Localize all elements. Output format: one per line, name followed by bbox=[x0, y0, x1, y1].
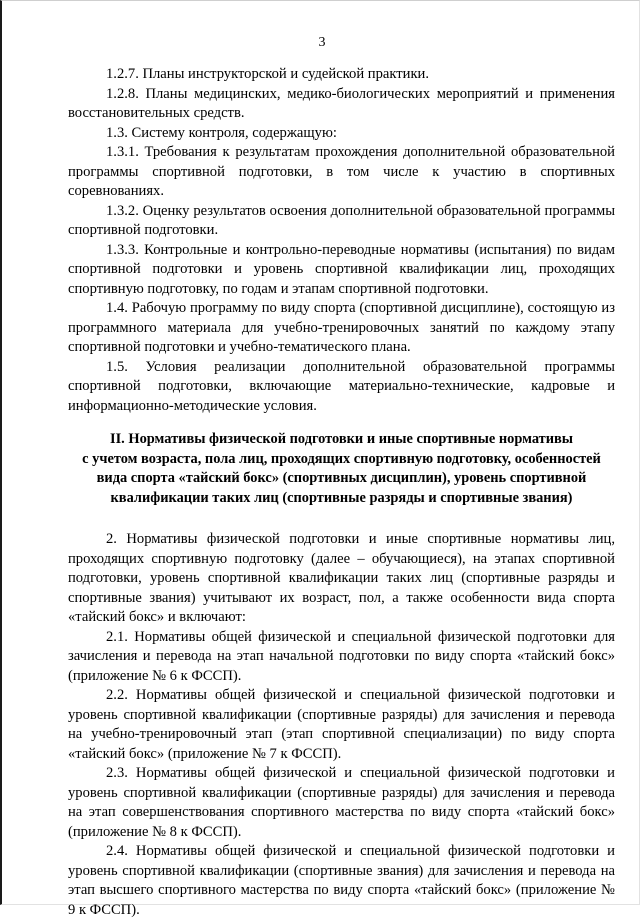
document-body bbox=[68, 65, 615, 920]
section-heading-line: II. Нормативы физической подготовки и иные спортивные нормативы bbox=[109, 431, 574, 447]
paragraph-2-1: 2.1. Нормативы общей физической и специальной физической подготовки для зачисления и перевода на этап начальной подготовки по виду спорта «тайский бокс» (приложение № 6 к ФССП). bbox=[68, 628, 615, 684]
paragraph-1-2-8: 1.2.8. Планы медицинских, медико-биологических мероприятий и применения восстановительных средств. bbox=[68, 85, 615, 121]
section-heading-line: квалификации таких лиц (спортивные разряды и спортивные звания) bbox=[110, 489, 573, 506]
section-heading-line: с учетом возраста, пола лиц, проходящих спортивную подготовку, особенностей bbox=[82, 450, 601, 467]
paragraph-1-5: 1.5. Условия реализации дополнительной образовательной программы спортивной подготовки, включающие материально-технические, кадровые и информационно-методические условия. bbox=[68, 358, 615, 414]
paragraph-1-2-7: 1.2.7. Планы инструкторской и судейской практики. bbox=[106, 66, 429, 82]
paragraph-1-3-3: 1.3.3. Контрольные и контрольно-переводные нормативы (испытания) по видам спортивной подготовки и уровень спортивной квалификации лиц, проходящих спортивную подготовку, по годам и этапам спортивной подготовки. bbox=[68, 241, 615, 297]
paragraph-2-2: 2.2. Нормативы общей физической и специальной физической подготовки и уровень спортивной квалификации (спортивные разряды) для зачисления и перевода на учебно-тренировочный этап (этап спортивной специализации) по виду спорта «тайский бокс» (приложение № 7 к ФССП). bbox=[68, 687, 615, 762]
page-number: 3 bbox=[318, 35, 326, 50]
paragraph-1-3-2: 1.3.2. Оценку результатов освоения дополнительной образовательной программы спортивной подготовки. bbox=[68, 202, 615, 238]
paragraph-1-4: 1.4. Рабочую программу по виду спорта (спортивной дисциплине), состоящую из программного материала для учебно-тренировочных занятий по каждому этапу спортивной подготовки и учебно-тематического плана. bbox=[68, 300, 615, 355]
section-heading-line: вида спорта «тайский бокс» (спортивных дисциплин), уровень спортивной bbox=[96, 470, 587, 486]
paragraph-2-4: 2.4. Нормативы общей физической и специальной физической подготовки и уровень спортивной квалификации (спортивные звания) для зачисления и перевода на этап высшего спортивного мастерства по виду спорта «тайский бокс» (приложение № 9 к ФССП). bbox=[68, 843, 615, 918]
paragraph-1-3: 1.3. Систему контроля, содержащую: bbox=[106, 124, 337, 141]
paragraph-2-3: 2.3. Нормативы общей физической и специальной физической подготовки и уровень спортивной квалификации (спортивные разряды) для зачисления и перевода на этап совершенствования спортивного мастерства по виду спорта «тайский бокс» (приложение № 8 к ФССП). bbox=[68, 765, 615, 840]
paragraph-2: 2. Нормативы физической подготовки и иные спортивные нормативы лиц, проходящих спортивную подготовку (далее – обучающиеся), на этапах спортивной подготовки, уровень спортивной квалификации таких лиц (спортивные разряды и спортивные звания) учитывают их возраст, пол, а также особенности вида спорта «тайский бокс» и включают: bbox=[68, 531, 615, 625]
paragraph-1-3-1: 1.3.1. Требования к результатам прохождения дополнительной образовательной программы спортивной подготовки, в том числе к участию в спортивных соревнованиях. bbox=[68, 144, 615, 199]
section-heading bbox=[68, 430, 615, 508]
